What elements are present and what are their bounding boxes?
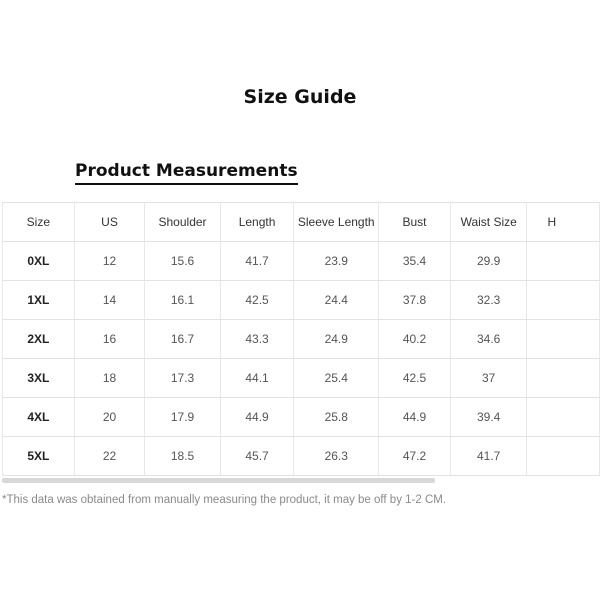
size-table-scroll-container[interactable] (2, 202, 600, 478)
table-row (3, 242, 600, 281)
length-cell: 45.7 (220, 437, 294, 476)
us-cell: 22 (74, 437, 145, 476)
column-header-bust: Bust (379, 203, 451, 242)
column-header-size: Size (3, 203, 75, 242)
size-cell: 1XL (3, 281, 75, 320)
truncated-cell (527, 281, 600, 320)
waist-size-cell: 29.9 (450, 242, 527, 281)
truncated-cell (527, 398, 600, 437)
waist-size-cell: 32.3 (450, 281, 527, 320)
bust-cell: 42.5 (379, 359, 451, 398)
size-cell: 4XL (3, 398, 75, 437)
column-header-us: US (74, 203, 145, 242)
size-cell: 3XL (3, 359, 75, 398)
waist-size-cell: 41.7 (450, 437, 527, 476)
truncated-cell (527, 242, 600, 281)
shoulder-cell: 15.6 (145, 242, 220, 281)
table-row (3, 281, 600, 320)
us-cell: 14 (74, 281, 145, 320)
us-cell: 16 (74, 320, 145, 359)
truncated-cell (527, 437, 600, 476)
size-cell: 0XL (3, 242, 75, 281)
size-cell: 5XL (3, 437, 75, 476)
sleeve-length-cell: 24.4 (294, 281, 379, 320)
shoulder-cell: 17.9 (145, 398, 220, 437)
column-header-shoulder: Shoulder (145, 203, 220, 242)
table-header-row (3, 203, 600, 242)
waist-size-cell: 37 (450, 359, 527, 398)
bust-cell: 44.9 (379, 398, 451, 437)
column-header-length: Length (220, 203, 294, 242)
length-cell: 42.5 (220, 281, 294, 320)
us-cell: 12 (74, 242, 145, 281)
sleeve-length-cell: 24.9 (294, 320, 379, 359)
bust-cell: 47.2 (379, 437, 451, 476)
size-table (2, 202, 600, 476)
sleeve-length-cell: 25.4 (294, 359, 379, 398)
column-header-waist-size: Waist Size (450, 203, 527, 242)
footnote: *This data was obtained from manually measuring the product, it may be off by 1-2 CM. (2, 494, 447, 506)
table-row (3, 359, 600, 398)
truncated-cell (527, 359, 600, 398)
sleeve-length-cell: 25.8 (294, 398, 379, 437)
table-row (3, 398, 600, 437)
length-cell: 44.9 (220, 398, 294, 437)
shoulder-cell: 16.7 (145, 320, 220, 359)
bust-cell: 40.2 (379, 320, 451, 359)
column-header-sleeve-length: Sleeve Length (294, 203, 379, 242)
page-title: Size Guide (243, 86, 357, 108)
shoulder-cell: 16.1 (145, 281, 220, 320)
waist-size-cell: 34.6 (450, 320, 527, 359)
table-row (3, 437, 600, 476)
us-cell: 20 (74, 398, 145, 437)
section-title: Product Measurements (75, 161, 298, 185)
length-cell: 43.3 (220, 320, 294, 359)
table-row (3, 320, 600, 359)
sleeve-length-cell: 23.9 (294, 242, 379, 281)
truncated-cell (527, 320, 600, 359)
length-cell: 41.7 (220, 242, 294, 281)
length-cell: 44.1 (220, 359, 294, 398)
us-cell: 18 (74, 359, 145, 398)
size-cell: 2XL (3, 320, 75, 359)
shoulder-cell: 18.5 (145, 437, 220, 476)
horizontal-scrollbar[interactable] (2, 478, 435, 483)
shoulder-cell: 17.3 (145, 359, 220, 398)
sleeve-length-cell: 26.3 (294, 437, 379, 476)
waist-size-cell: 39.4 (450, 398, 527, 437)
bust-cell: 37.8 (379, 281, 451, 320)
column-header-truncated: H (527, 203, 600, 242)
bust-cell: 35.4 (379, 242, 451, 281)
